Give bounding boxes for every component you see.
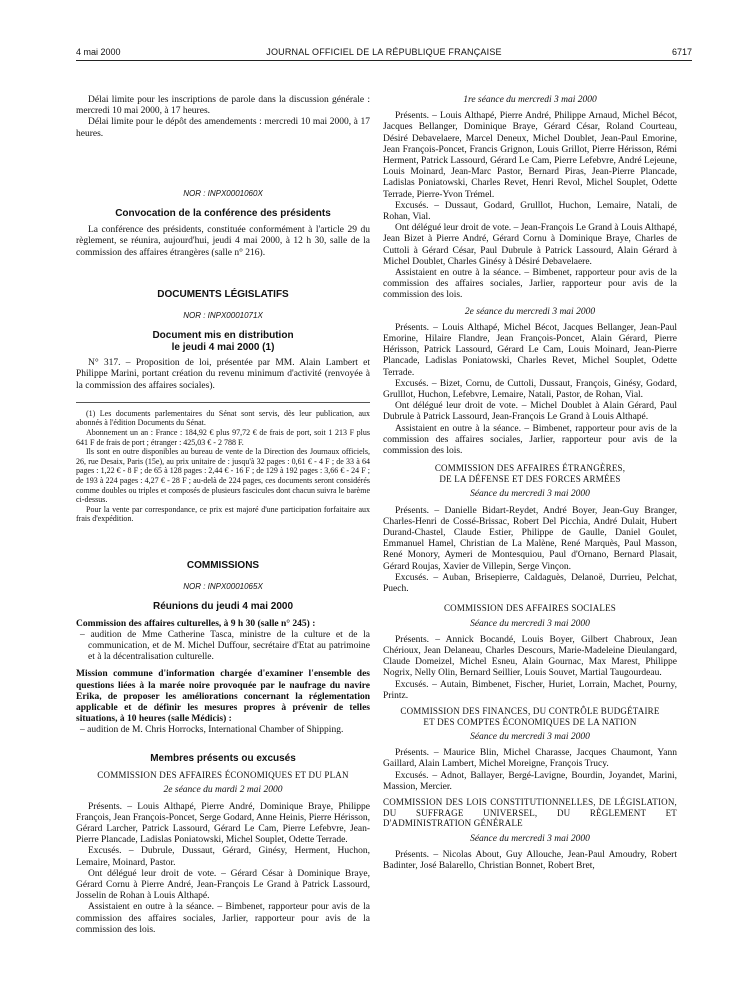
presents: Présents. – Louis Althapé, Michel Bécot, Jacques Bellanger, Jean-Paul Emorine, Hilaire Flandre, Jean François-Poncet, Alain Gérard, Pierre Hérisson, Patrick Lassourd, Gérard Le Cam, Louis Moinard, Jean-Pierre Plancade, Ladislas Poniatowski, Charles Revet, Michel Souplet, Odette Terrade. xyxy=(383,322,677,378)
committee-name: COMMISSION DES LOIS CONSTITUTIONNELLES, DE LÉGISLATION, DU SUFFRAGE UNIVERSEL, DU RÈGLEMENT ET D'ADMINISTRATION GÉNÉRALE xyxy=(383,797,677,829)
convocation-title: Convocation de la conférence des présidents xyxy=(115,208,331,220)
presents: Présents. – Annick Bocandé, Louis Boyer, Gilbert Chabroux, Jean Chérioux, Jean Delaneau, Charles Descours, Marie-Madeleine Dieulangard, Claude Domeizel, Michel Esneu, Alain Gournac, Max Marest, Philippe Nogrix, Nelly Olin, Bernard Seillier, Louis Souvet, Martial Taugourdeau. xyxy=(383,634,677,679)
seance-title: Séance du mercredi 3 mai 2000 xyxy=(470,489,590,500)
header-page-number: 6717 xyxy=(671,47,692,57)
header-date: 4 mai 2000 xyxy=(76,47,121,57)
also-present: Assistaient en outre à la séance. – Bimbenet, rapporteur pour avis de la commission des affaires sociales, Jarlier, rapporteur pour avis de la commission des lois. xyxy=(383,423,677,457)
commissions-title: COMMISSIONS xyxy=(186,559,260,571)
footnote-rule xyxy=(76,402,370,403)
footnote-line: Ils sont en outre disponibles au bureau de vente de la Direction des Journaux officiels, 26, rue Desaix, Paris (15e), au prix unitaire de : jusqu'à 32 pages : 0,61 € - 4 F ; de 33 à 64 pages : 1,22 € - 8 F ; de 65 à 128 pages : 2,44 € - 16 F ; de 129 à 192 pages : 3,66 € - 24 F ; de 193 à 224 pages : 4,27 € - 28 F ; au-delà de 224 pages, ces documents seront considérés comme doubles ou triples et composés de plusieurs fascicules dont chacun suivra le barème ci-dessus. xyxy=(76,447,370,505)
presents: Présents. – Danielle Bidart-Reydet, André Boyer, Jean-Guy Branger, Charles-Henri de Cossé-Brissac, Robert Del Picchia, André Dulait, Hubert Durand-Chastel, Claude Estier, Philippe de Gaulle, Daniel Goulet, Emmanuel Hamel, Christian de La Malène, René Marquès, Paul Masson, René Monory, Aymeri de Montesquiou, Paul d'Ornano, Bernard Plasait, Gérard Roujas, Xavier de Villepin, Serge Vinçon. xyxy=(383,505,677,572)
footnote-line: Pour la vente par correspondance, ce prix est majoré d'une participation forfaitaire aux frais d'expédition. xyxy=(76,504,370,524)
page-header xyxy=(76,47,692,59)
seance-title: Séance du mercredi 3 mai 2000 xyxy=(470,732,590,743)
membres-title: Membres présents ou excusés xyxy=(150,752,296,764)
seance-title: 2e séance du mardi 2 mai 2000 xyxy=(163,785,283,796)
documents-title: DOCUMENTS LÉGISLATIFS xyxy=(157,288,289,300)
also-present: Assistaient en outre à la séance. – Bimbenet, rapporteur pour avis de la commission des affaires sociales, Jarlier, rapporteur pour avis de la commission des lois. xyxy=(383,268,677,301)
deadline-amendements: Délai limite pour le dépôt des amendements : mercredi 10 mai 2000, à 17 heures. xyxy=(76,117,370,139)
header-journal-title: JOURNAL OFFICIEL DE LA RÉPUBLIQUE FRANÇAISE xyxy=(266,47,502,57)
excuses: Excusés. – Dubrule, Dussaut, Gérard, Ginésy, Herment, Huchon, Lemaire, Moinard, Pastor. xyxy=(76,846,370,868)
committee-name: COMMISSION DES AFFAIRES ÉTRANGÈRES, xyxy=(434,463,626,474)
document-title-line1: Document mis en distribution xyxy=(152,330,294,342)
nor-ref: NOR : INPX0001071X xyxy=(183,311,263,321)
excuses: Excusés. – Bizet, Cornu, de Cuttoli, Dussaut, François, Ginésy, Godard, Grulllot, Huchon, Lefebvre, Lemaire, Natali, Pastor, de Rohan, Vial. xyxy=(383,378,677,401)
committee-name: ET DES COMPTES ÉCONOMIQUES DE LA NATION xyxy=(423,716,637,727)
also-present: Assistaient en outre à la séance. – Bimbenet, rapporteur pour avis de la commission des affaires sociales, Jarlier, rapporteur pour avis de la commission des lois. xyxy=(76,902,370,935)
deadline-inscriptions: Délai limite pour les inscriptions de parole dans la discussion générale : mercredi 10 mai 2000, à 17 heures. xyxy=(76,95,370,117)
document-title-line2: le jeudi 4 mai 2000 (1) xyxy=(171,342,275,354)
document-text: N° 317. – Proposition de loi, présentée par MM. Alain Lambert et Philippe Marini, portant création du revenu minimum d'activité (renvoyée à la commission des affaires sociales). xyxy=(76,358,370,391)
seance-title: 2e séance du mercredi 3 mai 2000 xyxy=(464,306,596,317)
excuses: Excusés. – Dussaut, Godard, Grulllot, Huchon, Lemaire, Natali, de Rohan, Vial. xyxy=(383,200,677,223)
seance-title: Séance du mercredi 3 mai 2000 xyxy=(470,833,590,844)
seance-title: 1re séance du mercredi 3 mai 2000 xyxy=(463,95,597,105)
delegated-votes: Ont délégué leur droit de vote. – Michel Doublet à Alain Gérard, Paul Dubrule à Patrick Lassourd, Jean-François Le Grand à Louis Althapé. xyxy=(383,401,677,423)
mission-item: – audition de M. Chris Horrocks, International Chamber of Shipping. xyxy=(80,725,344,736)
seance-title: Séance du mercredi 3 mai 2000 xyxy=(470,618,590,629)
left-column xyxy=(76,95,370,936)
nor-ref: NOR : INPX0001065X xyxy=(183,582,263,592)
committee-name: DE LA DÉFENSE ET DES FORCES ARMÉES xyxy=(439,473,621,484)
right-column xyxy=(383,95,677,872)
mission-heading: Mission commune d'information chargée d'examiner l'ensemble des questions liées à la marée noire provoquée par le naufrage du navire Erika, de proposer les améliorations concernant la réglementation applicable et de définir les mesures propres à prévenir de telles situations, à 10 heures (salle Médicis) : xyxy=(76,669,370,725)
presents: Présents. – Maurice Blin, Michel Charasse, Jacques Chaumont, Yann Gaillard, Alain Lambert, Michel Moreigne, François Trucy. xyxy=(383,748,677,770)
committee-name: COMMISSION DES AFFAIRES ÉCONOMIQUES ET DU PLAN xyxy=(97,769,349,780)
presents: Présents. – Nicolas About, Guy Allouche, Jean-Paul Amoudry, Robert Badinter, José Balarello, Christian Bonnet, Robert Bret, xyxy=(383,849,677,871)
excuses: Excusés. – Autain, Bimbenet, Fischer, Huriet, Lorrain, Machet, Pourny, Printz. xyxy=(383,679,677,701)
excuses: Excusés. – Adnot, Ballayer, Bergé-Lavigne, Bourdin, Joyandet, Marini, Massion, Mercier. xyxy=(383,770,677,792)
footnote-line: Abonnement un an : France : 184,92 € plus 97,72 € de frais de port, soit 1 213 F plus 641 F de frais de port ; étranger : 425,03 € - 2 788 F. xyxy=(76,428,370,447)
reunions-title: Réunions du jeudi 4 mai 2000 xyxy=(152,601,294,613)
presents: Présents. – Louis Althapé, Pierre André, Philippe Arnaud, Michel Bécot, Jacques Bellanger, Dominique Braye, Gérard César, Roland Courteau, Désiré Debavelaere, Marcel Deneux, Michel Doublet, Jean-Paul Emorine, Jean François-Poncet, Francis Grignon, Louis Grillot, Pierre Hérisson, Rémi Herment, Patrick Lassourd, Gérard Le Cam, Pierre Lefebvre, André Lejeune, Louis Moinard, Jean-Marc Pastor, Bernard Piras, Jean-Pierre Plancade, Ladislas Poniatowski, Charles Revet, Henri Revol, Michel Souplet, Odette Terrade, Pierre-Yvon Trémel. xyxy=(383,111,677,200)
delegated-votes: Ont délégué leur droit de vote. – Gérard César à Dominique Braye, Gérard Cornu à Pierre André, Jean-François Le Grand à Patrick Lassourd, Josselin de Rohan à Louis Althapé. xyxy=(76,868,370,902)
delegated-votes: Ont délégué leur droit de vote. – Jean-François Le Grand à Louis Althapé, Jean Bizet à Pierre André, Gérard Cornu à Dominique Braye, Charles de Cuttoli à Gérard César, Paul Dubrule à Patrick Lassourd, Alain Gérard à Michel Doublet, Charles Ginésy à Désiré Debavelaere. xyxy=(383,223,677,267)
excuses: Excusés. – Auban, Brisepierre, Caldaguès, Delanoë, Durrieu, Pelchat, Puech. xyxy=(383,572,677,594)
culture-committee-item: – audition de Mme Catherine Tasca, ministre de la culture et de la communication, et de M. Michel Duffour, secrétaire d'Etat au patrimoine et à la décentralisation culturelle. xyxy=(80,629,370,663)
footnote xyxy=(76,409,370,524)
committee-name: COMMISSION DES AFFAIRES SOCIALES xyxy=(443,603,617,614)
nor-ref: NOR : INPX0001060X xyxy=(183,188,263,198)
footnote-line: (1) Les documents parlementaires du Sénat sont servis, dès leur publication, aux abonnés à l'édition Documents du Sénat. xyxy=(76,408,370,428)
culture-committee-heading: Commission des affaires culturelles, à 9 h 30 (salle n° 245) : xyxy=(76,618,316,629)
presents: Présents. – Louis Althapé, Pierre André, Dominique Braye, Philippe François, Jean François-Poncet, Serge Godard, Anne Heinis, Pierre Hérisson, Gérard Larcher, Patrick Lassourd, Gérard Le Cam, Pierre Lefebvre, Jean-Pierre Plancade, Ladislas Poniatowski, Michel Souplet, Odette Terrade. xyxy=(76,801,370,846)
header-rule xyxy=(76,60,692,61)
convocation-text: La conférence des présidents, constituée conformément à l'article 29 du règlement, se réunira, aujourd'hui, jeudi 4 mai 2000, à 12 h 30, salle de la commission des affaires étrangères (salle n° 216). xyxy=(76,225,370,258)
committee-name: COMMISSION DES FINANCES, DU CONTRÔLE BUDGÉTAIRE xyxy=(400,706,660,717)
